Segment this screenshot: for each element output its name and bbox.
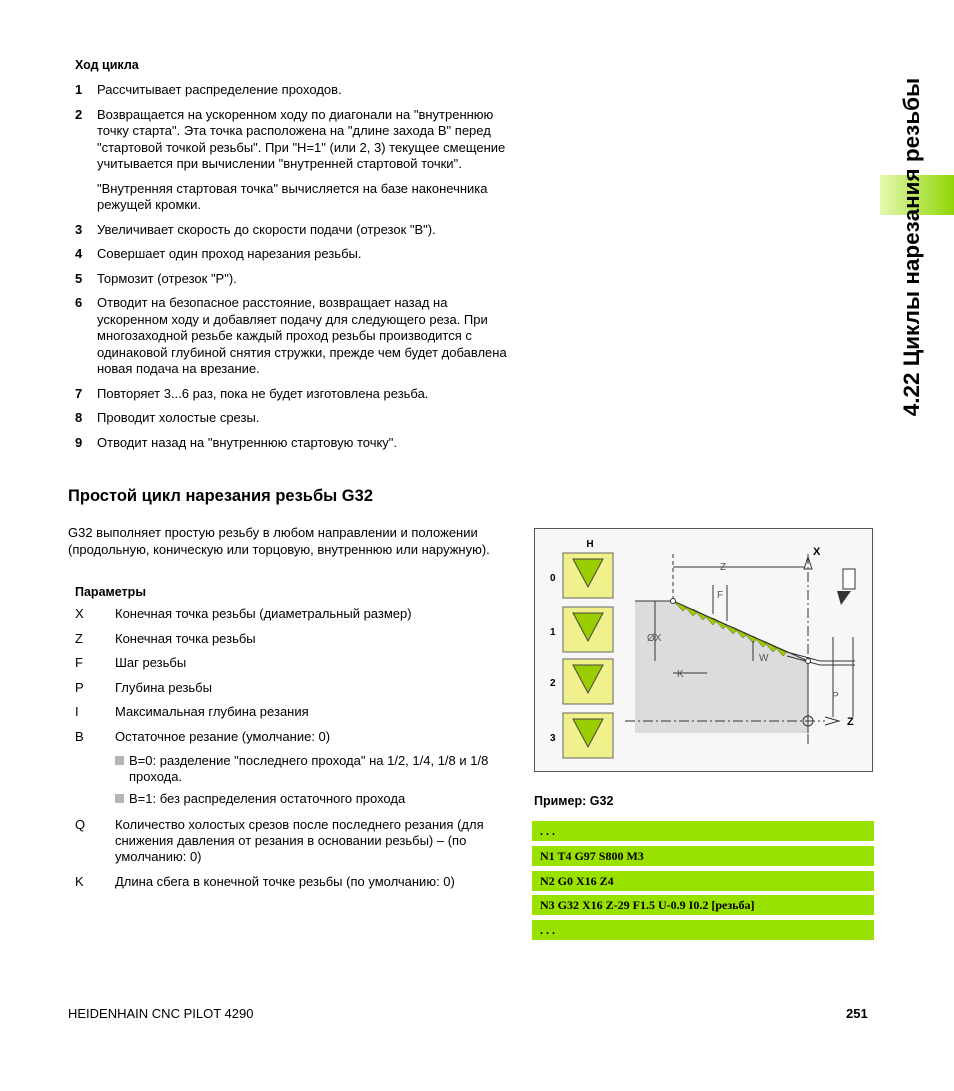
- cycle-section-title: Ход цикла: [75, 58, 139, 72]
- params-title: Параметры: [75, 585, 146, 599]
- b-option: [115, 753, 510, 785]
- step-number: 9: [75, 434, 83, 450]
- code-line: . . .: [532, 920, 874, 940]
- b-option-text: B=1: без распределения остаточного прохода: [129, 791, 406, 806]
- h-value: 0: [550, 573, 556, 584]
- step-note: "Внутренняя стартовая точка" вычисляется на базе наконечника режущей кромки.: [97, 180, 488, 212]
- param-key: Z: [75, 630, 83, 646]
- param-row: [75, 655, 510, 671]
- param-row: [75, 680, 510, 696]
- code-line: N1 T4 G97 S800 M3: [532, 846, 874, 866]
- h-option-2: [550, 659, 613, 704]
- step-number: 3: [75, 221, 83, 237]
- h-option-1: [550, 607, 613, 652]
- diameter-label: ØX: [647, 633, 662, 644]
- step-8: [75, 410, 510, 427]
- h-value: 2: [550, 678, 556, 689]
- g32-heading: Простой цикл нарезания резьбы G32: [68, 487, 373, 505]
- code-line: N3 G32 X16 Z-29 F1.5 U-0.9 I0.2 [резьба]: [532, 895, 874, 915]
- chapter-title-text: 4.22 Циклы нарезания резьбы: [899, 77, 924, 417]
- bullet-square-icon: [115, 794, 124, 803]
- step-5: [75, 271, 510, 288]
- param-row: [75, 606, 510, 622]
- step-1: [75, 82, 510, 99]
- start-point-icon: [671, 599, 676, 604]
- step-6: [75, 295, 510, 378]
- z-dim-label: Z: [720, 562, 727, 573]
- z-axis-label: Z: [847, 716, 854, 728]
- step-7: [75, 386, 510, 403]
- chapter-title: [895, 55, 929, 440]
- step-text: Совершает один проход нарезания резьбы.: [97, 246, 362, 261]
- footer-manual-title: HEIDENHAIN CNC PILOT 4290: [68, 1006, 254, 1021]
- page-number: 251: [846, 1006, 868, 1021]
- param-key: Q: [75, 817, 86, 832]
- param-key: F: [75, 655, 83, 670]
- bullet-square-icon: [115, 756, 124, 765]
- end-point-icon: [806, 659, 811, 664]
- param-text: Длина сбега в конечной точке резьбы (по умолчанию: 0): [115, 873, 455, 889]
- w-label: W: [759, 653, 769, 664]
- step-number: 4: [75, 246, 83, 261]
- step-number: 8: [75, 410, 83, 425]
- param-key: I: [75, 704, 79, 719]
- params-list: [75, 606, 510, 898]
- param-text: Конечная точка резьбы (диаметральный размер): [115, 606, 412, 621]
- b-option-text: B=0: разделение "последнего прохода" на 1/2, 1/4, 1/8 и 1/8 прохода.: [129, 753, 489, 784]
- step-number: 1: [75, 82, 83, 97]
- step-text: Проводит холостые срезы.: [97, 410, 260, 425]
- h-label: H: [586, 539, 594, 550]
- step-text: Отводит на безопасное расстояние, возвращает назад на ускоренном ходу и добавляет подачу для следующего реза. При многозаходной резьбе каждый проход резьбы производится с одинаковой глубиной снятия стружки, прежде чем будет добавлена новая подача на врезание.: [97, 295, 507, 376]
- b-option: [115, 791, 510, 807]
- x-axis-label: X: [813, 546, 821, 558]
- cycle-steps: [75, 82, 510, 459]
- h-option-3: [550, 713, 613, 758]
- step-number: 6: [75, 295, 83, 310]
- step-text: Рассчитывает распределение проходов.: [97, 82, 342, 97]
- h-value: 1: [550, 627, 556, 638]
- step-3: [75, 222, 510, 239]
- k-label: K: [677, 669, 684, 680]
- param-text: Конечная точка резьбы: [115, 630, 256, 646]
- param-key: K: [75, 873, 84, 889]
- step-text: Возвращается на ускоренном ходу по диагонали на "внутреннюю точку старта". Эта точка расположена на "длине захода B" перед "стартовой точкой резьбы". При "H=1" (или 2, 3) текущее смещение учитывается при вычислении "внутренней стартовой точки".: [97, 106, 506, 171]
- step-9: [75, 435, 510, 452]
- h-option-0: [550, 553, 613, 598]
- step-number: 5: [75, 270, 83, 286]
- param-key: P: [75, 679, 84, 695]
- step-text: Увеличивает скорость до скорости подачи (отрезок "B").: [97, 221, 436, 237]
- step-number: 7: [75, 385, 83, 401]
- param-row: [75, 874, 510, 890]
- step-text: Тормозит (отрезок "P").: [97, 270, 237, 286]
- param-row: [75, 817, 510, 865]
- param-key: B: [75, 728, 84, 744]
- z-axis-arrow-icon: [825, 717, 839, 725]
- step-text: Повторяет 3...6 раз, пока не будет изготовлена резьба.: [97, 385, 429, 401]
- g32-diagram: [534, 528, 873, 772]
- param-row: [75, 729, 510, 745]
- step-text: Отводит назад на "внутреннюю стартовую точку".: [97, 434, 398, 450]
- g32-intro: G32 выполняет простую резьбу в любом направлении и положении (продольную, коническую или торцовую, внутреннюю или наружную).: [68, 525, 490, 557]
- param-text: Остаточное резание (умолчание: 0): [115, 728, 331, 744]
- g32-diagram-svg: [535, 529, 872, 771]
- step-number: 2: [75, 106, 83, 122]
- workpiece-shape: [635, 601, 808, 733]
- turning-tool-icon: [837, 569, 855, 605]
- code-line: . . .: [532, 821, 874, 841]
- step-2: [75, 107, 510, 173]
- f-dim-label: F: [717, 590, 724, 601]
- param-text: Глубина резьбы: [115, 679, 212, 695]
- param-row: [75, 631, 510, 647]
- param-text: Максимальная глубина резания: [115, 704, 309, 719]
- param-key: X: [75, 606, 84, 621]
- param-row: [75, 704, 510, 720]
- param-text: Количество холостых срезов после последнего резания (для снижения давления от резания в основании резьбы) – (по умолчанию: 0): [115, 817, 484, 864]
- param-text: Шаг резьбы: [115, 655, 187, 670]
- example-label: Пример: G32: [534, 794, 614, 808]
- step-4: [75, 246, 510, 263]
- h-value: 3: [550, 733, 556, 744]
- p-label: P: [832, 691, 839, 702]
- code-line: N2 G0 X16 Z4: [532, 871, 874, 891]
